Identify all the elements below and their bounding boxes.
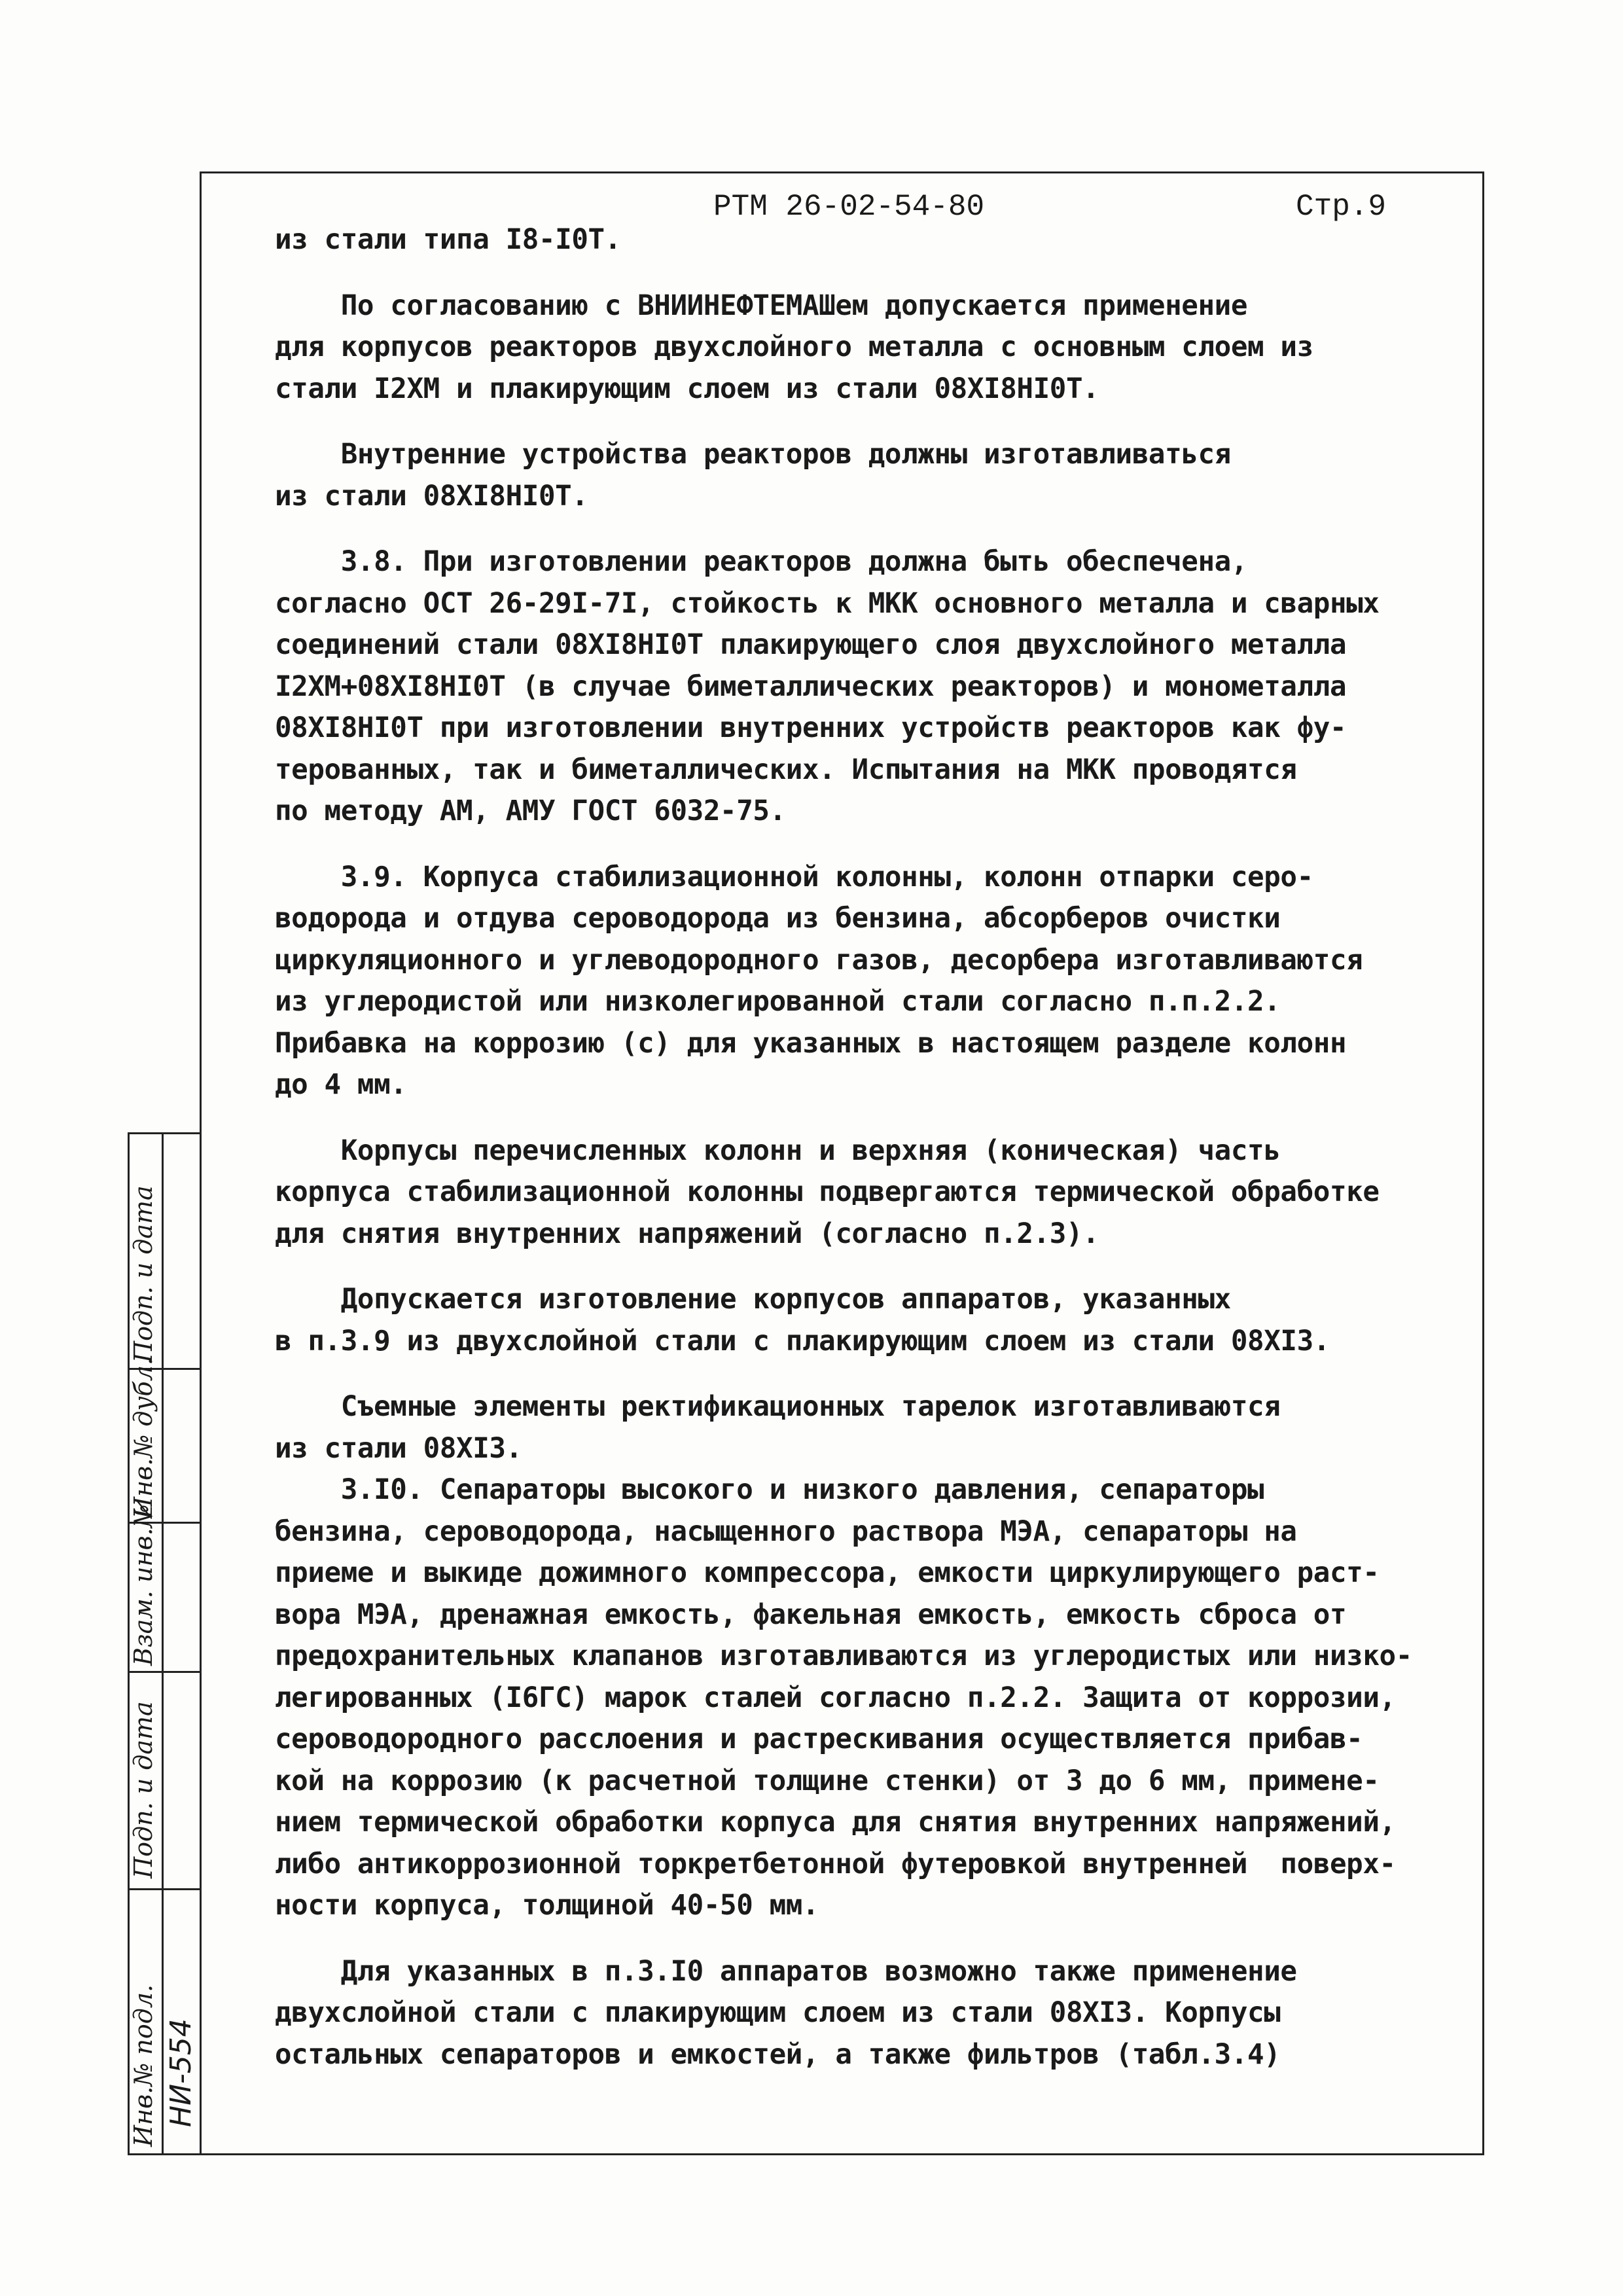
text-line: из стали 08ХI3.	[275, 1432, 522, 1465]
text-line: из стали 08ХI8НI0Т.	[275, 480, 588, 512]
text-line: Корпусы перечисленных колонн и верхняя (коническая) часть	[275, 1134, 1281, 1167]
text-line: Прибавка на коррозию (с) для указанных в настоящем разделе колонн	[275, 1027, 1347, 1060]
frame-top-border	[200, 171, 1484, 173]
text-line: согласно ОСТ 26-29I-7I, стойкость к МКК основного металла и сварных	[275, 587, 1380, 620]
text-line: Допускается изготовление корпусов аппаратов, указанных	[275, 1283, 1231, 1316]
text-line: 3.9. Корпуса стабилизационной колонны, колонн отпарки серо-	[275, 861, 1313, 893]
text-line: 3.I0. Сепараторы высокого и низкого давления, сепараторы	[275, 1474, 1264, 1506]
text-line: бензина, сероводорода, насыщенного раствора МЭА, сепараторы на	[275, 1515, 1297, 1548]
text-line: терованных, так и биметаллических. Испытания на МКК проводятся	[275, 753, 1297, 786]
text-line: из стали типа I8-I0Т.	[275, 224, 621, 256]
text-line: кой на коррозию (к расчетной толщине стенки) от 3 до 6 мм, примене-	[275, 1765, 1380, 1797]
text-line: I2ХМ+08ХI8НI0Т (в случае биметаллических реакторов) и монометалла	[275, 670, 1347, 703]
margin-stamp	[128, 1132, 200, 2155]
text-line: приеме и выкиде дожимного компрессора, емкости циркулирующего раст-	[275, 1557, 1380, 1589]
stamp-inv-number: НИ-554	[164, 2018, 198, 2127]
stamp-label-podp-data-2: Подп. и дата	[129, 1701, 158, 1878]
document-code: РТМ 26-02-54-80	[713, 190, 985, 224]
stamp-label-inv-dubl: Инв.№ дубл.	[129, 1357, 158, 1518]
text-line: нием термической обработки корпуса для снятия внутренних напряжений,	[275, 1806, 1396, 1839]
page-number: Стр.9	[1296, 190, 1387, 224]
stamp-label-vzam-inv: Взам. инв.№	[129, 1504, 158, 1666]
stamp-label-podp-data-1: Подп. и дата	[129, 1185, 158, 1363]
body-text	[275, 219, 1472, 2075]
text-line: по методу АМ, АМУ ГОСТ 6032-75.	[275, 795, 786, 827]
text-line: По согласованию с ВНИИНЕФТЕМАШем допускается применение	[275, 289, 1248, 322]
text-line: двухслойной стали с плакирующим слоем из стали 08ХI3. Корпусы	[275, 1997, 1281, 2029]
text-line: легированных (I6ГС) марок сталей согласно п.2.2. Защита от коррозии,	[275, 1681, 1396, 1714]
text-line: корпуса стабилизационной колонны подвергаются термической обработке	[275, 1176, 1380, 1208]
text-line: Съемные элементы ректификационных тарелок изготавливаются	[275, 1391, 1281, 1423]
text-line: сероводородного расслоения и растрескивания осуществляется прибав-	[275, 1723, 1363, 1755]
text-line: остальных сепараторов и емкостей, а также фильтров (табл.3.4)	[275, 2038, 1281, 2071]
text-line: предохранительных клапанов изготавливаются из углеродистых или низко-	[275, 1640, 1412, 1672]
text-line: в п.3.9 из двухслойной стали с плакирующим слоем из стали 08ХI3.	[275, 1325, 1330, 1357]
text-line: до 4 мм.	[275, 1069, 407, 1101]
text-line: стали I2ХМ и плакирующим слоем из стали 08ХI8НI0Т.	[275, 372, 1099, 405]
text-line: водорода и отдува сероводорода из бензина, абсорберов очистки	[275, 903, 1281, 935]
text-line: Для указанных в п.3.I0 аппаратов возможно также применение	[275, 1955, 1297, 1988]
frame-right-border	[1482, 171, 1484, 2155]
text-line: 08ХI8НI0Т при изготовлении внутренних устройств реакторов как фу-	[275, 712, 1347, 744]
frame-left-border	[200, 171, 202, 2155]
text-line: Внутренние устройства реакторов должны изготавливаться	[275, 439, 1231, 471]
text-line: ности корпуса, толщиной 40-50 мм.	[275, 1890, 819, 1922]
text-line: соединений стали 08ХI8НI0Т плакирующего слоя двухслойного металла	[275, 629, 1347, 661]
text-line: циркуляционного и углеводородного газов, десорбера изготавливаются	[275, 944, 1363, 977]
text-line: 3.8. При изготовлении реакторов должна быть обеспечена,	[275, 546, 1248, 578]
text-line: вора МЭА, дренажная емкость, факельная емкость, емкость сброса от	[275, 1598, 1347, 1631]
text-line: либо антикоррозионной торкретбетонной футеровкой внутренней поверх-	[275, 1848, 1396, 1880]
frame-bottom-border	[128, 2153, 1484, 2155]
text-line: для снятия внутренних напряжений (согласно п.2.3).	[275, 1217, 1099, 1250]
text-line: из углеродистой или низколегированной стали согласно п.п.2.2.	[275, 986, 1281, 1018]
stamp-label-inv-podl: Инв.№ подл.	[129, 1984, 158, 2147]
text-line: для корпусов реакторов двухслойного металла с основным слоем из	[275, 331, 1313, 363]
